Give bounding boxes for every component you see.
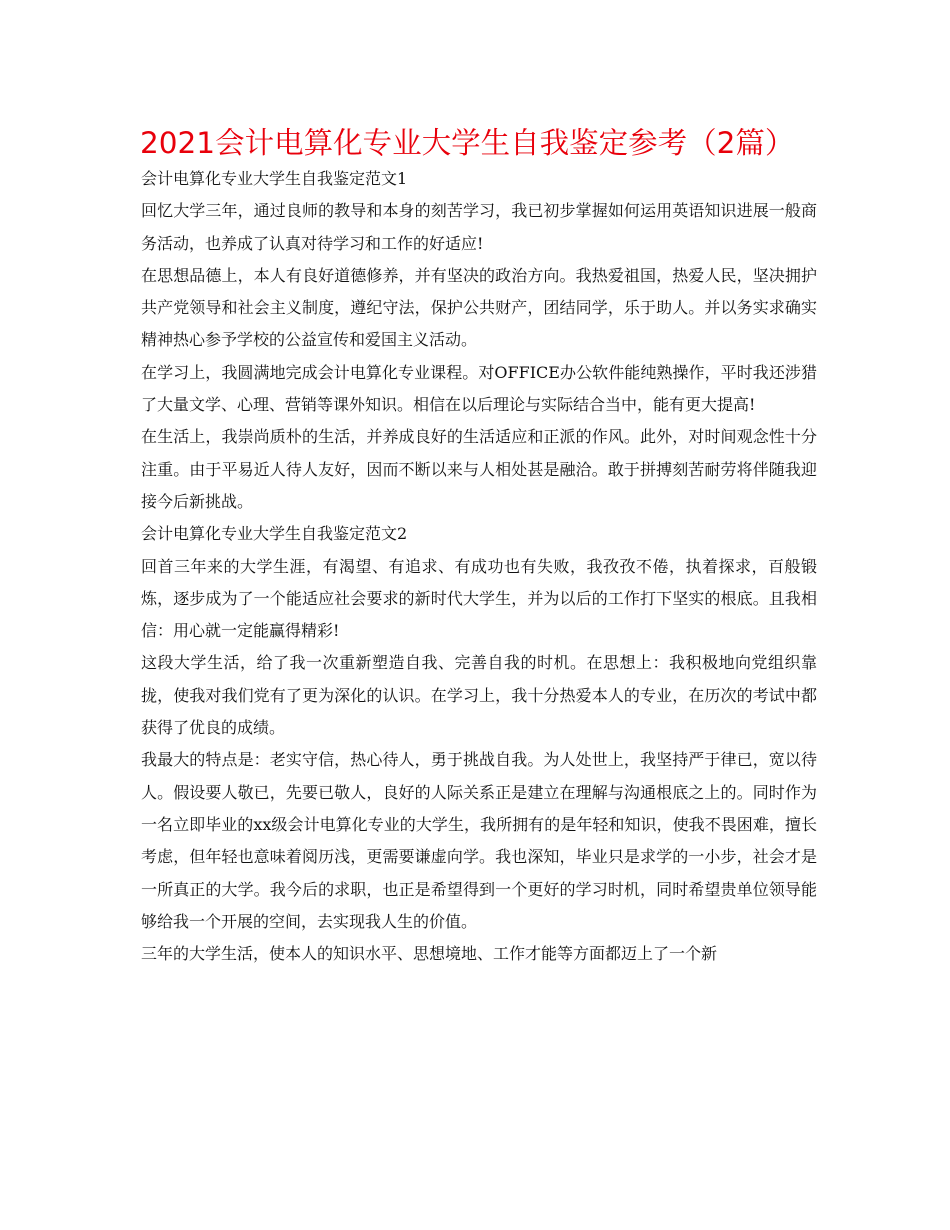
paragraph: 在思想品德上，本人有良好道德修养，并有坚决的政治方向。我热爱祖国，热爱人民，坚决拥护共产党领导和社会主义制度，遵纪守法，保护公共财产，团结同学，乐于助人。并以务实求确实精神热心参予学校的公益宣传和爱国主义活动。 [141,265,817,350]
paragraph: 这段大学生活，给了我一次重新塑造自我、完善自我的时机。在思想上：我积极地向党组织靠拢，使我对我们党有了更为深化的认识。在学习上，我十分热爱本人的专业，在历次的考试中都获得了优良的成绩。 [141,653,817,738]
section-heading-1: 会计电算化专业大学生自我鉴定范文1 [141,169,408,188]
document-body [141,163,817,970]
paragraph: 在生活上，我崇尚质朴的生活，并养成良好的生活适应和正派的作风。此外，对时间观念性十分注重。由于平易近人待人友好，因而不断以来与人相处甚是融洽。敢于拼搏刻苦耐劳将伴随我迎接今后新挑战。 [141,427,817,511]
paragraph: 回忆大学三年，通过良师的教导和本身的刻苦学习，我已初步掌握如何运用英语知识进展一般商务活动，也养成了认真对待学习和工作的好适应! [141,201,817,253]
paragraph: 我最大的特点是：老实守信，热心待人，勇于挑战自我。为人处世上，我坚持严于律已，宽以待人。假设要人敬已，先要已敬人，良好的人际关系正是建立在理解与沟通根底之上的。同时作为一名立即毕业的xx级会计电算化专业的大学生，我所拥有的是年轻和知识，使我不畏困难，擅长考虑，但年轻也意味着阅历浅，更需要谦虚向学。我也深知，毕业只是求学的一小步，社会才是一所真正的大学。我今后的求职，也正是希望得到一个更好的学习时机，同时希望贵单位领导能够给我一个开展的空间，去实现我人生的价值。 [141,750,817,931]
section-heading-2: 会计电算化专业大学生自我鉴定范文2 [141,524,408,544]
paragraph: 回首三年来的大学生涯，有渴望、有追求、有成功也有失败，我孜孜不倦，执着探求，百般锻炼，逐步成为了一个能适应社会要求的新时代大学生，并为以后的工作打下坚实的根底。且我相信：用心就一定能赢得精彩! [141,556,817,641]
paragraph: 在学习上，我圆满地完成会计电算化专业课程。对OFFICE办公软件能纯熟操作，平时我还涉猎了大量文学、心理、营销等课外知识。相信在以后理论与实际结合当中，能有更大提高! [141,362,817,415]
document-title: 2021会计电算化专业大学生自我鉴定参考（2篇） [140,126,795,160]
paragraph: 三年的大学生活，使本人的知识水平、思想境地、工作才能等方面都迈上了一个新 [141,944,718,964]
